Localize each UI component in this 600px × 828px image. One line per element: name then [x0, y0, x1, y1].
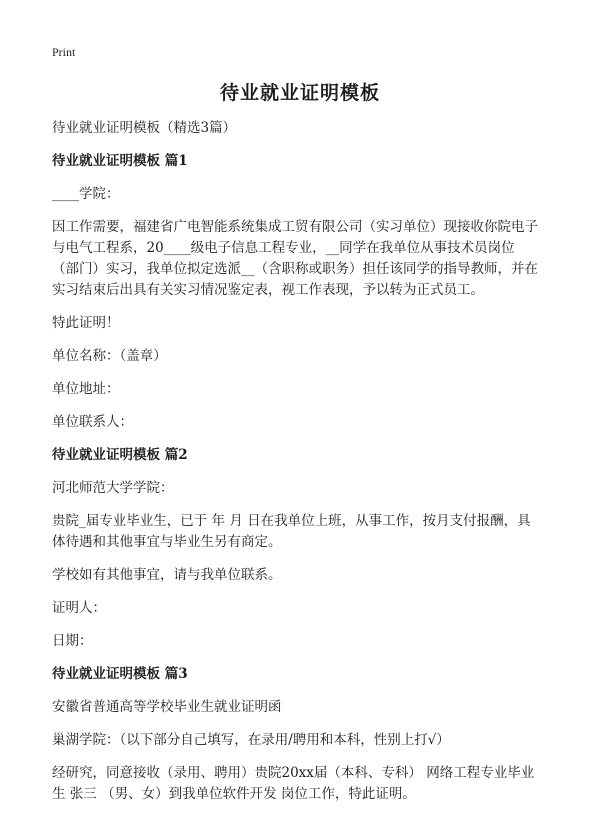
addressee-2: 河北师范大学学院： — [52, 480, 174, 496]
body-paragraph-1: 因工作需要，福建省广电智能系统集成工贸有限公司（实习单位）现接收你院电子与电气工程系，20____级电子信息工程专业，__同学在我单位从事技术员岗位（部门）实习，我单位拟定选派__（含职称或职务）担任该同学的指导教师，并在实习结束后出具有关实习情况鉴定表，视工作表现，予以转为正式员工。 — [52, 219, 538, 298]
contact-note: 学校如有其他事宜，请与我单位联系。 — [52, 567, 282, 583]
witness-line: 证明人： — [52, 600, 106, 616]
page-title: 待业就业证明模板 — [219, 82, 380, 104]
unit-address-line: 单位地址： — [52, 381, 120, 397]
document-subtitle: 待业就业证明模板（精选3篇） — [52, 120, 237, 136]
body-paragraph-3: 经研究，同意接收（录用、聘用）贵院20xx届（本科、专科） 网络工程专业毕业生 张三 （男、女）到我单位软件开发 岗位工作，特此证明。 — [52, 765, 535, 802]
print-link[interactable]: Print — [52, 45, 76, 59]
addressee-3: 巢湖学院：（以下部分自己填写，在录用/聘用和本科，性别上打√） — [52, 732, 450, 748]
section-heading-2: 待业就业证明模板 篇2 — [52, 447, 188, 463]
addressee-1: ____学院： — [52, 186, 120, 202]
section-heading-3: 待业就业证明模板 篇3 — [52, 666, 188, 682]
letter-title: 安徽省普通高等学校毕业生就业证明函 — [52, 699, 282, 715]
closing-1: 特此证明！ — [52, 315, 120, 331]
body-paragraph-2: 贵院_届专业毕业生，已于 年 月 日在我单位上班，从事工作，按月支付报酬，具体待遇和其他事宜与毕业生另有商定。 — [52, 513, 531, 550]
date-line: 日期： — [52, 633, 93, 649]
section-heading-1: 待业就业证明模板 篇1 — [52, 153, 188, 169]
document-body — [52, 118, 538, 817]
unit-name-line: 单位名称：（盖章） — [52, 348, 167, 364]
unit-contact-line: 单位联系人： — [52, 414, 133, 430]
